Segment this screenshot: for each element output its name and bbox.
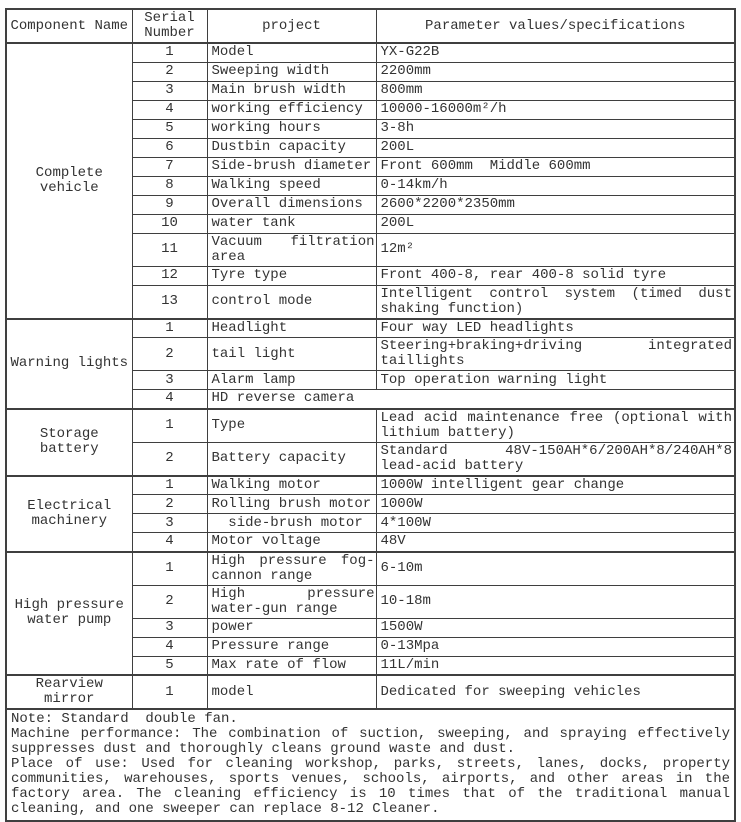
component-cell-rearview-mirror: Rearview mirror	[6, 675, 132, 709]
note-place-of-use: Place of use: Used for cleaning workshop, parks, streets, lanes, docks, property communities, warehouses, sports venues, schools, airports, and other areas in the factory area. The cleaning efficiency is 10 times that of the traditional manual cleaning, and one sweeper can replace 8-12 Cleaner.	[11, 756, 730, 817]
serial-cell: 2	[132, 495, 207, 514]
serial-cell: 2	[132, 62, 207, 81]
value-cell: 4*100W	[376, 514, 735, 533]
project-cell: Side-brush diameter	[207, 157, 376, 176]
note-standard-fan: Note: Standard double fan.	[11, 711, 238, 727]
serial-cell: 5	[132, 119, 207, 138]
value-cell: 0-14km/h	[376, 176, 735, 195]
project-cell: Model	[207, 43, 376, 62]
table-row	[6, 552, 735, 586]
serial-cell: 2	[132, 338, 207, 371]
value-cell: 1000W	[376, 495, 735, 514]
value-cell: 6-10m	[376, 552, 735, 586]
serial-cell: 4	[132, 390, 207, 409]
serial-cell: 4	[132, 100, 207, 119]
project-cell: power	[207, 618, 376, 637]
serial-cell: 10	[132, 214, 207, 233]
project-cell: working hours	[207, 119, 376, 138]
serial-cell: 3	[132, 81, 207, 100]
serial-cell: 1	[132, 319, 207, 338]
project-cell: Sweeping width	[207, 62, 376, 81]
value-cell: 0-13Mpa	[376, 637, 735, 656]
value-cell: Standard 48V-150AH*6/200AH*8/240AH*8 lead-acid battery	[376, 442, 735, 476]
project-cell: Headlight	[207, 319, 376, 338]
value-cell: Front 600mm Middle 600mm	[376, 157, 735, 176]
value-cell: 10-18m	[376, 585, 735, 618]
serial-cell: 4	[132, 637, 207, 656]
serial-cell: 1	[132, 675, 207, 709]
notes-cell	[6, 709, 735, 821]
value-cell: 2600*2200*2350mm	[376, 195, 735, 214]
project-cell: Dustbin capacity	[207, 138, 376, 157]
project-cell: side-brush motor	[207, 514, 376, 533]
project-cell: model	[207, 675, 376, 709]
value-cell: 800mm	[376, 81, 735, 100]
value-cell: Steering+braking+driving integrated taillights	[376, 338, 735, 371]
table-row	[6, 319, 735, 338]
serial-cell: 1	[132, 552, 207, 586]
value-cell: 1500W	[376, 618, 735, 637]
component-cell-storage-battery: Storage battery	[6, 409, 132, 476]
serial-cell: 1	[132, 43, 207, 62]
project-cell: Rolling brush motor	[207, 495, 376, 514]
component-cell-complete-vehicle: Complete vehicle	[6, 43, 132, 319]
component-cell-warning-lights: Warning lights	[6, 319, 132, 409]
project-cell: working efficiency	[207, 100, 376, 119]
project-cell: HD reverse camera	[207, 390, 735, 409]
component-cell-electrical-machinery: Electrical machinery	[6, 476, 132, 552]
value-cell: 10000-16000m²/h	[376, 100, 735, 119]
value-cell: 200L	[376, 214, 735, 233]
project-cell: Overall dimensions	[207, 195, 376, 214]
value-cell: Front 400-8, rear 400-8 solid tyre	[376, 266, 735, 285]
serial-cell: 3	[132, 371, 207, 390]
value-cell: 200L	[376, 138, 735, 157]
project-cell: High pressure water-gun range	[207, 585, 376, 618]
value-cell: 1000W intelligent gear change	[376, 476, 735, 495]
serial-cell: 3	[132, 514, 207, 533]
serial-cell: 1	[132, 476, 207, 495]
project-cell: Max rate of flow	[207, 656, 376, 675]
project-cell: tail light	[207, 338, 376, 371]
value-cell: Top operation warning light	[376, 371, 735, 390]
project-cell: Motor voltage	[207, 533, 376, 552]
project-cell: Main brush width	[207, 81, 376, 100]
serial-cell: 8	[132, 176, 207, 195]
project-cell: High pressure fog-cannon range	[207, 552, 376, 586]
table-row	[6, 409, 735, 443]
spec-table	[5, 8, 736, 822]
project-cell: water tank	[207, 214, 376, 233]
project-cell: Walking speed	[207, 176, 376, 195]
value-cell: 48V	[376, 533, 735, 552]
header-serial-number: Serial Number	[132, 9, 207, 43]
header-parameter-values: Parameter values/specifications	[376, 9, 735, 43]
header-component-name: Component Name	[6, 9, 132, 43]
value-cell: 2200mm	[376, 62, 735, 81]
value-cell: Intelligent control system (timed dust shaking function)	[376, 285, 735, 319]
table-row	[6, 43, 735, 62]
serial-cell: 7	[132, 157, 207, 176]
project-cell: Walking motor	[207, 476, 376, 495]
project-cell: Battery capacity	[207, 442, 376, 476]
project-cell: Type	[207, 409, 376, 443]
serial-cell: 2	[132, 585, 207, 618]
value-cell: YX-G22B	[376, 43, 735, 62]
serial-cell: 12	[132, 266, 207, 285]
value-cell: 3-8h	[376, 119, 735, 138]
serial-cell: 3	[132, 618, 207, 637]
note-machine-performance: Machine performance: The combination of suction, sweeping, and spraying effectively suppresses dust and thoroughly cleans ground waste and dust.	[11, 726, 730, 757]
table-header	[6, 9, 735, 43]
component-cell-high-pressure-water-pump: High pressure water pump	[6, 552, 132, 676]
serial-cell: 11	[132, 233, 207, 266]
serial-cell: 5	[132, 656, 207, 675]
serial-cell: 6	[132, 138, 207, 157]
table-row	[6, 675, 735, 709]
table-row	[6, 476, 735, 495]
value-cell: Four way LED headlights	[376, 319, 735, 338]
header-project: project	[207, 9, 376, 43]
value-cell: 12m²	[376, 233, 735, 266]
project-cell: Alarm lamp	[207, 371, 376, 390]
value-cell: Dedicated for sweeping vehicles	[376, 675, 735, 709]
serial-cell: 13	[132, 285, 207, 319]
value-cell: Lead acid maintenance free (optional with lithium battery)	[376, 409, 735, 443]
project-cell: control mode	[207, 285, 376, 319]
project-cell: Vacuum filtration area	[207, 233, 376, 266]
header-row	[6, 9, 735, 43]
notes-row	[6, 709, 735, 821]
serial-cell: 2	[132, 442, 207, 476]
serial-cell: 1	[132, 409, 207, 443]
project-cell: Pressure range	[207, 637, 376, 656]
serial-cell: 9	[132, 195, 207, 214]
project-cell: Tyre type	[207, 266, 376, 285]
serial-cell: 4	[132, 533, 207, 552]
value-cell: 11L/min	[376, 656, 735, 675]
